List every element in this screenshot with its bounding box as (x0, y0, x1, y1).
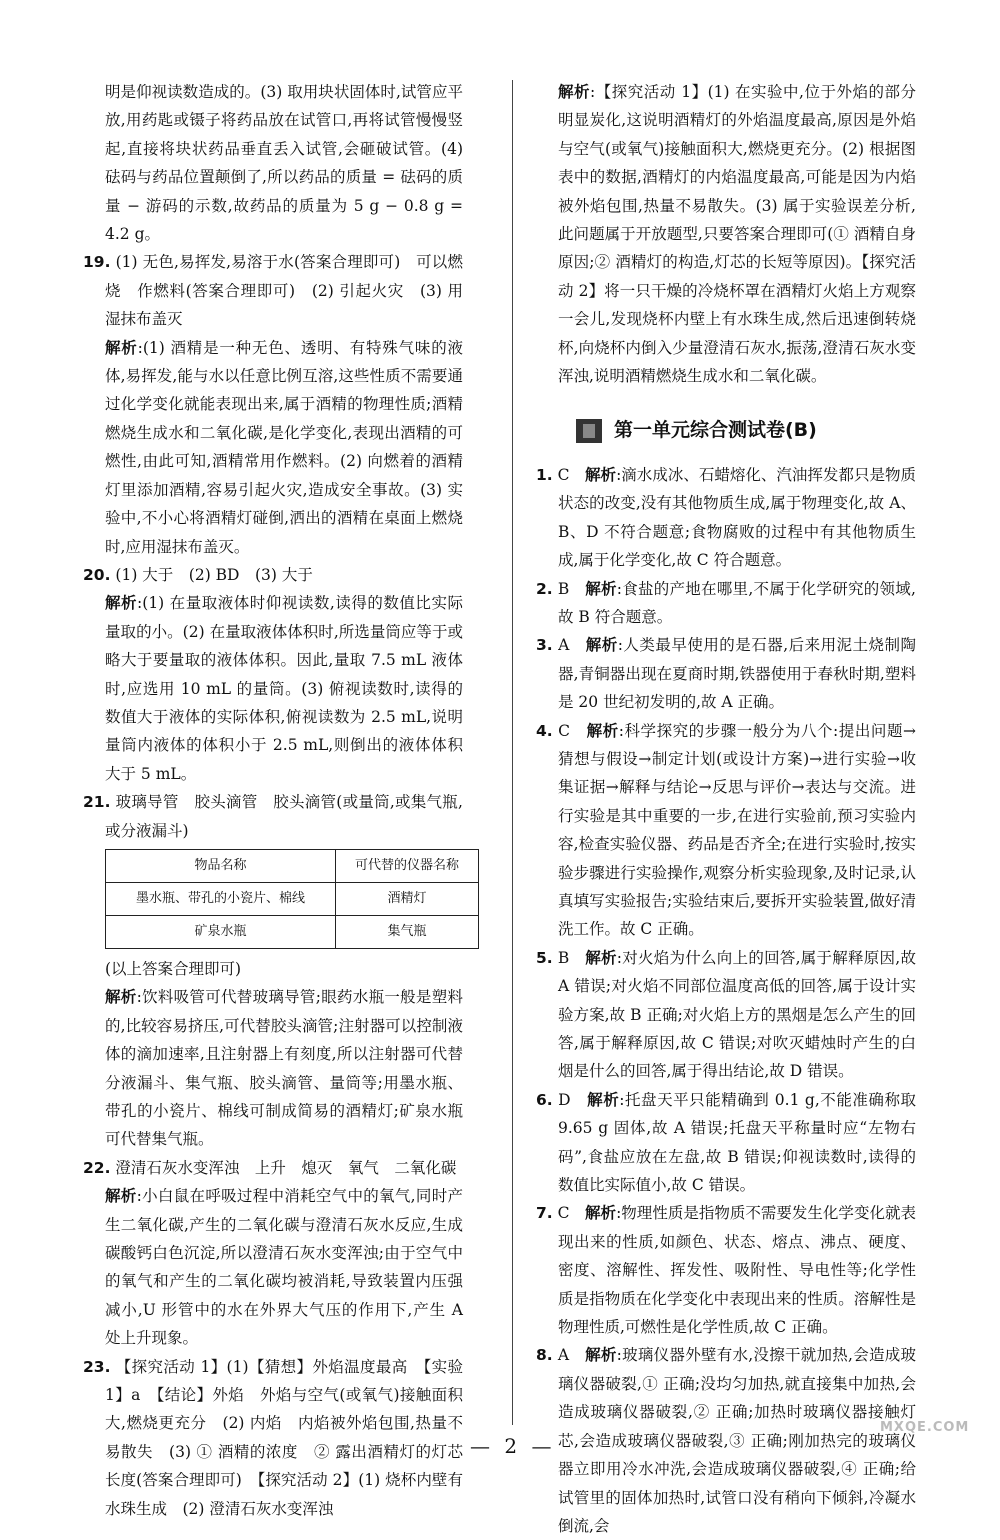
item-exp-label: 解析 (587, 1089, 620, 1109)
table-cell: 矿泉水瓶 (106, 915, 336, 948)
q23-exp-label: 解析 (558, 82, 591, 101)
q23-answer (83, 1353, 463, 1523)
q20-number: 20. (83, 565, 111, 584)
list-item (536, 631, 916, 716)
q21-explanation (83, 983, 463, 1153)
list-item (536, 1086, 916, 1200)
item-exp-label: 解析 (585, 1345, 617, 1365)
item-answer: C (558, 721, 571, 740)
q22-explanation (83, 1182, 463, 1352)
table-cell: 墨水瓶、带孔的小瓷片、棉线 (106, 882, 336, 915)
item-exp-text: :科学探究的步骤一般分为八个:提出问题→猜想与假设→制定计划(或设计方案)→进行实验→收集证据→解释与结论→反思与评价→表达与交流。进行实验是其中重要的一步,在进行实验前,预习实验内容,检查实验仪器、药品是否齐全;在进行实验时,按实验步骤进行实验操作,观察分析实验现象,及时记录,认真填写实验报告;实验结束后,要拆开实验装置,做好清洗工作。故 C 正确。 (558, 721, 916, 939)
item-answer: C (557, 465, 570, 484)
item-answer: A (558, 636, 570, 655)
item-number: 4. (536, 721, 553, 740)
q21-number: 21. (83, 793, 111, 812)
q23-explanation (536, 78, 916, 390)
q20-explanation (83, 589, 463, 788)
q20-exp-label: 解析 (105, 593, 138, 613)
item-exp-label: 解析 (585, 947, 617, 967)
table-header: 可代替的仪器名称 (335, 849, 478, 882)
q23-exp-text: :【探究活动 1】(1) 在实验中,位于外焰的部分明显炭化,这说明酒精灯的外焰温度最高,原因是外焰与空气(或氧气)接触面积大,燃烧更充分。(2) 根据图表中的数据,酒精灯的内焰温度最高,可能是因为内焰被外焰包围,热量不易散失。(3) 属于实验误差分析,此问题属于开放题型,只要答案合理即可(① 酒精自身原因;② 酒精灯的构造,灯芯的长短等原因)。【探究活动 2】将一只干燥的冷烧杯罩在酒精灯火焰上方观察一会儿,发现烧杯内壁上有水珠生成,然后迅速倒转烧杯,向烧杯内倒入少量澄清石灰水,振荡,澄清石灰水变浑浊,说明酒精燃烧生成水和二氧化碳。 (558, 83, 916, 386)
item-exp-label: 解析 (585, 464, 617, 484)
item-number: 5. (536, 948, 553, 967)
item-exp-label: 解析 (585, 635, 618, 655)
q19-explanation (83, 334, 463, 561)
q22-answer-text: 澄清石灰水变浑浊 上升 熄灭 氧气 二氧化碳 (115, 1158, 457, 1177)
section-heading (576, 416, 916, 444)
item-exp-text: :对火焰为什么向上的回答,属于解释原因,故 A 错误;对火焰不同部位温度高低的回答,属于设计实验方案,故 B 正确;对火焰上方的黑烟是怎么产生的回答,属于解释原因,故 C 错误;对吹灭蜡烛时产生的白烟是什么的回答,属于得出结论,故 D 错误。 (558, 948, 916, 1081)
q21-exp-text: :饮料吸管可代替玻璃导管;眼药水瓶一般是塑料的,比较容易挤压,可代替胶头滴管;注射器可以控制液体的滴加速率,且注射器上有刻度,所以注射器可代替分液漏斗、集气瓶、胶头滴管、量筒等;用墨水瓶、带孔的小瓷片、棉线可制成简易的酒精灯;矿泉水瓶可代替集气瓶。 (105, 988, 463, 1149)
q19-answer-text: (1) 无色,易挥发,易溶于水(答案合理即可) 可以燃烧 作燃料(答案合理即可) (2) 引起火灾 (3) 用湿抹布盖灭 (105, 253, 463, 329)
q21-answer (83, 788, 463, 845)
item-answer: B (557, 579, 570, 598)
q22-exp-text: :小白鼠在呼吸过程中消耗空气中的氧气,同时产生二氧化碳,产生的二氧化碳与澄清石灰水反应,生成碳酸钙白色沉淀,所以澄清石灰水变浑浊;由于空气中的氧气和产生的二氧化碳均被消耗,导致装置内压强减小,U 形管中的水在外界大气压的作用下,产生 A 处上升现象。 (105, 1187, 463, 1348)
item-exp-text: :托盘天平只能精确到 0.1 g,不能准确称取 9.65 g 固体,故 A 错误;托盘天平称量时应“左物右码”,食盐应放在左盘,故 B 错误;仰视读数时,读得的数值比实际值小,故 C 错误。 (558, 1090, 916, 1195)
q23-number: 23. (83, 1357, 111, 1376)
q22-number: 22. (83, 1158, 111, 1177)
q22-answer (83, 1154, 463, 1182)
item-number: 3. (536, 636, 553, 655)
q23-answer-text: 【探究活动 1】(1)【猜想】外焰温度最高 【实验 1】a 【结论】外焰 外焰与空气(或氧气)接触面积大,燃烧更充分 (2) 内焰 内焰被外焰包围,热量不易散失 (3) ① 酒精的浓度 ② 露出酒精灯的灯芯长度(答案合理即可) 【探究活动 2】(1) 烧杯内壁有水珠生成 (2) 澄清石灰水变浑浊 (105, 1357, 463, 1518)
list-item (536, 1341, 916, 1540)
item-number: 1. (536, 465, 553, 484)
q20-answer-text: (1) 大于 (2) BD (3) 大于 (115, 565, 313, 584)
list-item (536, 575, 916, 632)
item-exp-text: :滴水成冰、石蜡熔化、汽油挥发都只是物质状态的改变,没有其他物质生成,属于物理变化,故 A、B、D 不符合题意;食物腐败的过程中有其他物质生成,属于化学变化,故 C 符合题意。 (558, 465, 916, 570)
list-item (536, 944, 916, 1086)
item-exp-label: 解析 (585, 1203, 617, 1223)
q19-exp-text: :(1) 酒精是一种无色、透明、有特殊气味的液体,易挥发,能与水以任意比例互溶,这些性质不需要通过化学变化就能表现出来,属于酒精的物理性质;酒精燃烧生成水和二氧化碳,是化学变化,表现出酒精的可燃性,由此可知,酒精常用作燃料。(2) 向燃着的酒精灯里添加酒精,容易引起火灾,造成安全事故。(3) 实验中,不小心将酒精灯碰倒,洒出的酒精在桌面上燃烧时,应用湿抹布盖灭。 (105, 338, 463, 556)
q21-note: (以上答案合理即可) (105, 959, 242, 978)
table-cell: 酒精灯 (335, 882, 478, 915)
right-column (536, 78, 916, 1540)
item-exp-label: 解析 (585, 578, 617, 598)
table-row (106, 882, 479, 915)
section-title: 第一单元综合测试卷(B) (614, 419, 817, 442)
answer-list (536, 461, 916, 1540)
column-divider (512, 80, 513, 1425)
left-column (83, 78, 463, 1523)
item-exp-text: :食盐的产地在哪里,不属于化学研究的领域,故 B 符合题意。 (558, 579, 916, 626)
q20-exp-text: :(1) 在量取液体时仰视读数,读得的数值比实际量取的小。(2) 在量取液体体积时,所选量筒应等于或略大于要量取的液体体积。因此,量取 7.5 mL 液体时,应选用 10 mL 的量筒。(3) 俯视读数时,读得的数值大于液体的实际体积,俯视读数为 2.5 mL,说明量筒内液体的体积小于 2.5 mL,则倒出的液体体积大于 5 mL。 (105, 594, 463, 783)
item-answer: C (557, 1204, 570, 1223)
table-header-row (106, 849, 479, 882)
q20-answer (83, 561, 463, 589)
table-row (106, 915, 479, 948)
item-exp-text: :物理性质是指物质不需要发生化学变化就表现出来的性质,如颜色、状态、熔点、沸点、硬度、密度、溶解性、挥发性、吸附性、导电性等;化学性质是指物质在化学变化中表现出来的性质。溶解性是物理性质,可燃性是化学性质,故 C 正确。 (558, 1204, 916, 1337)
item-answer: A (557, 1346, 570, 1365)
item-answer: B (557, 948, 570, 967)
table-cell: 集气瓶 (335, 915, 478, 948)
item-exp-text: :玻璃仪器外壁有水,没擦干就加热,会造成玻璃仪器破裂,① 正确;没均匀加热,就直接集中加热,会造成玻璃仪器破裂,② 正确;加热时玻璃仪器接触灯芯,会造成玻璃仪器破裂,③ 正确;刚加热完的玻璃仪器立即用冷水冲洗,会造成玻璃仪器破裂,④ 正确;给试管里的固体加热时,试管口没有稍向下倾斜,冷凝水倒流,会 (558, 1346, 916, 1535)
item-number: 2. (536, 579, 553, 598)
list-item (536, 461, 916, 575)
page-number: — 2 — (470, 1434, 556, 1458)
item-exp-label: 解析 (586, 720, 619, 740)
section-icon (576, 419, 602, 443)
q21-exp-label: 解析 (105, 987, 137, 1007)
item-number: 6. (536, 1090, 553, 1109)
q22-exp-label: 解析 (105, 1186, 137, 1206)
list-item (536, 717, 916, 944)
table-header: 物品名称 (106, 849, 336, 882)
item-number: 8. (536, 1346, 553, 1365)
list-item (536, 1199, 916, 1341)
q18-continuation: 明是仰视读数造成的。(3) 取用块状固体时,试管应平放,用药匙或镊子将药品放在试管口,再将试管慢慢竖起,直接将块状药品垂直丢入试管,会砸破试管。(4) 砝码与药品位置颠倒了,所以药品的质量 = 砝码的质量 − 游码的示数,故药品的质量为 5 g − 0.8 g = 4.2 g。 (105, 83, 463, 244)
q21-answer-text: 玻璃导管 胶头滴管 胶头滴管(或量筒,或集气瓶,或分液漏斗) (105, 793, 463, 840)
q19-exp-label: 解析 (105, 337, 138, 357)
item-answer: D (558, 1090, 571, 1109)
substitute-table (105, 849, 479, 949)
q19-answer (83, 248, 463, 333)
item-number: 7. (536, 1204, 553, 1223)
item-exp-text: :人类最早使用的是石器,后来用泥土烧制陶器,青铜器出现在夏商时期,铁器使用于春秋时期,塑料是 20 世纪初发明的,故 A 正确。 (558, 636, 916, 712)
q19-number: 19. (83, 253, 111, 272)
watermark-logo: MXQE.COM (880, 1420, 970, 1435)
